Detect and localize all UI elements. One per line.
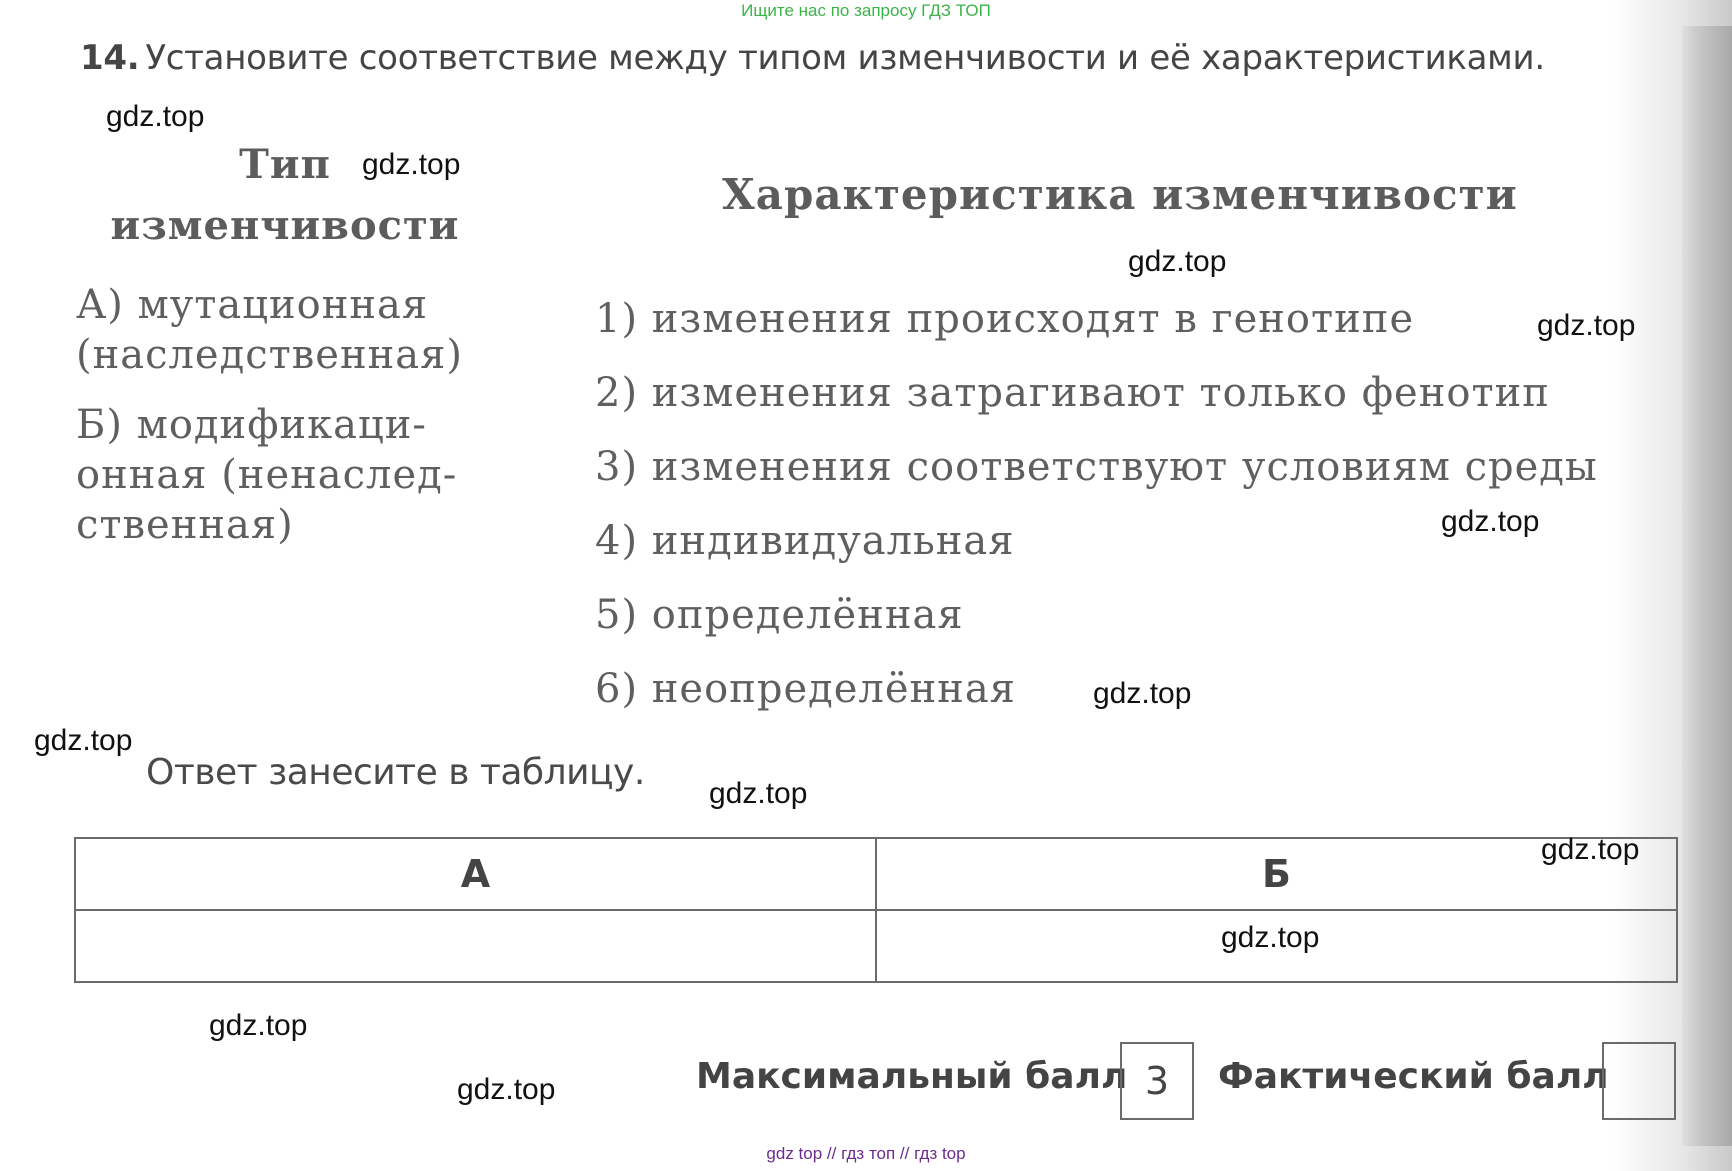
characteristic-item-2: 2) изменения затрагивают только фенотип (595, 370, 1550, 416)
watermark: gdz.top (1221, 921, 1320, 954)
watermark: gdz.top (1441, 505, 1540, 538)
max-score-box: 3 (1120, 1042, 1194, 1120)
answer-instruction: Ответ занесите в таблицу. (146, 752, 645, 793)
characteristic-item-6: 6) неопределённая (595, 666, 1016, 712)
page-spine-shadow (1682, 26, 1732, 1146)
type-item-a: А) мутационная (наследственная) (76, 282, 463, 378)
type-item-b: Б) модификаци- онная (ненаслед- ственная) (76, 402, 458, 548)
answer-header-b: Б (876, 838, 1677, 910)
watermark: gdz.top (709, 777, 808, 810)
characteristic-list (595, 282, 1675, 726)
bottom-site-note: gdz top // гдз топ // гдз top (766, 1144, 966, 1163)
score-panel (696, 1040, 1676, 1120)
task-number: 14. (80, 38, 140, 78)
watermark: gdz.top (457, 1073, 556, 1106)
task-text: Установите соответствие между типом изменчивости и её характеристиками. (145, 38, 1545, 78)
characteristic-item-3: 3) изменения соответствуют условиям среды (595, 444, 1598, 490)
max-score-label: Максимальный балл (696, 1056, 1128, 1097)
watermark: gdz.top (1128, 245, 1227, 278)
characteristic-column-header: Характеристика изменчивости (722, 170, 1518, 219)
answer-table-value-row (75, 910, 1677, 982)
characteristic-item-1: 1) изменения происходят в генотипе (595, 296, 1415, 342)
watermark: gdz.top (209, 1009, 308, 1042)
top-search-note: Ищите нас по запросу ГДЗ ТОП (741, 1, 991, 20)
type-header-line1: Тип (239, 141, 331, 188)
watermark: gdz.top (1093, 677, 1192, 710)
actual-score-label: Фактический балл (1218, 1056, 1609, 1097)
characteristic-item-5: 5) определённая (595, 592, 964, 638)
answer-table (74, 837, 1678, 983)
answer-table-header-row (75, 838, 1677, 910)
type-list (76, 280, 506, 570)
watermark: gdz.top (106, 100, 205, 133)
answer-cell-a[interactable] (75, 910, 876, 982)
watermark: gdz.top (1537, 309, 1636, 342)
characteristic-item-4: 4) индивидуальная (595, 518, 1015, 564)
task-title (80, 38, 1660, 78)
watermark: gdz.top (362, 148, 461, 181)
watermark: gdz.top (1541, 833, 1640, 866)
watermark: gdz.top (34, 724, 133, 757)
answer-header-a: А (75, 838, 876, 910)
type-header-line2: изменчивости (110, 202, 460, 249)
actual-score-box[interactable] (1602, 1042, 1676, 1120)
